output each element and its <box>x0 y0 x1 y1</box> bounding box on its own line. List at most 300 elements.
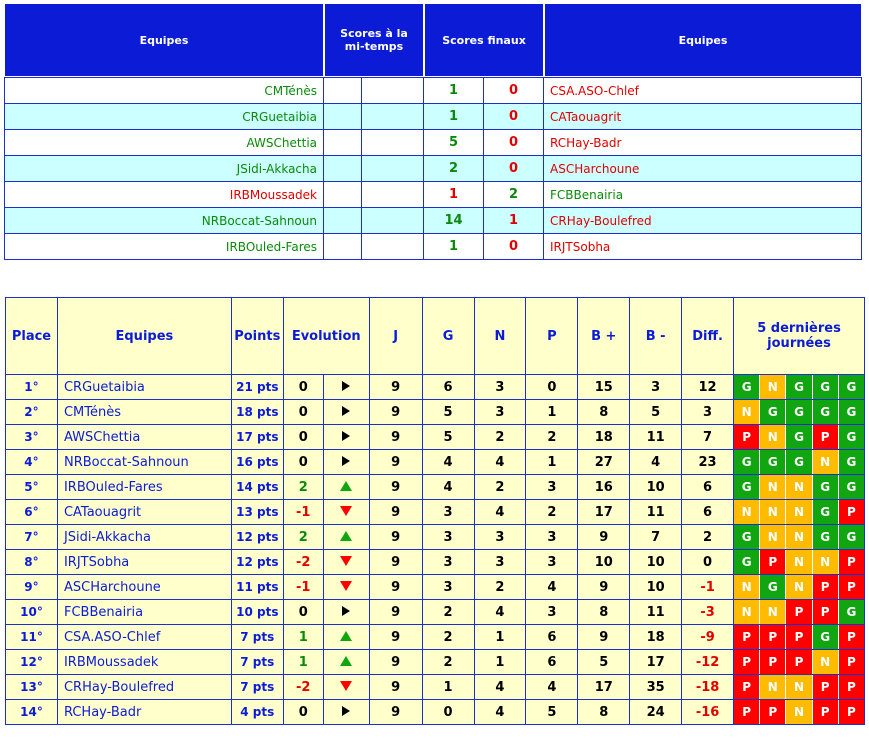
final-away-score: 1 <box>484 208 544 234</box>
goal-diff-cell: -3 <box>682 600 734 625</box>
played-cell: 9 <box>369 500 422 525</box>
place-cell: 13° <box>6 675 58 700</box>
evolution-value: 2 <box>283 475 323 500</box>
wins-cell: 4 <box>422 475 474 500</box>
form-badge: G <box>839 450 864 474</box>
last-five-form <box>734 450 865 475</box>
halftime-home-score <box>324 130 362 156</box>
form-badge: P <box>813 425 839 449</box>
home-team: AWSChettia <box>4 130 324 156</box>
losses-cell: 3 <box>526 525 578 550</box>
points-cell: 4 pts <box>231 700 283 725</box>
results-table <box>4 3 862 260</box>
goals-for-cell: 18 <box>578 425 630 450</box>
draws-cell: 4 <box>474 675 526 700</box>
evolution-value: 0 <box>283 375 323 400</box>
team-name: CATaouagrit <box>57 500 231 525</box>
final-away-score: 0 <box>484 104 544 130</box>
halftime-home-score <box>324 208 362 234</box>
form-badge: P <box>760 625 786 649</box>
form-badge: P <box>760 700 786 724</box>
losses-cell: 2 <box>526 425 578 450</box>
results-header-halftime: Scores à la mi-temps <box>324 3 424 77</box>
form-badge: G <box>734 475 760 499</box>
evolution-arrow-right-icon <box>323 400 369 425</box>
draws-cell: 3 <box>474 400 526 425</box>
goals-for-cell: 8 <box>578 400 630 425</box>
last-five-form <box>734 475 865 500</box>
last-five-form <box>734 375 865 400</box>
evolution-value: 0 <box>283 600 323 625</box>
last-five-form <box>734 575 865 600</box>
standings-row <box>6 425 865 450</box>
place-cell: 6° <box>6 500 58 525</box>
result-row <box>4 182 862 208</box>
wins-cell: 3 <box>422 500 474 525</box>
home-team: CRGuetaibia <box>4 104 324 130</box>
goal-diff-cell: -1 <box>682 575 734 600</box>
home-team: IRBMoussadek <box>4 182 324 208</box>
form-badge: P <box>813 700 839 724</box>
points-cell: 7 pts <box>231 675 283 700</box>
draws-cell: 2 <box>474 575 526 600</box>
home-team: CMTénès <box>4 77 324 104</box>
standings-row <box>6 625 865 650</box>
wins-cell: 3 <box>422 575 474 600</box>
header-place: Place <box>6 298 58 375</box>
goals-against-cell: 11 <box>630 425 682 450</box>
last-five-form <box>734 525 865 550</box>
final-away-score: 2 <box>484 182 544 208</box>
points-cell: 12 pts <box>231 550 283 575</box>
played-cell: 9 <box>369 625 422 650</box>
form-badge: G <box>813 625 839 649</box>
last-five-form <box>734 675 865 700</box>
last-five-form <box>734 625 865 650</box>
standings-row <box>6 525 865 550</box>
draws-cell: 3 <box>474 375 526 400</box>
final-away-score: 0 <box>484 77 544 104</box>
wins-cell: 2 <box>422 650 474 675</box>
form-badge: P <box>813 575 839 599</box>
played-cell: 9 <box>369 400 422 425</box>
losses-cell: 0 <box>526 375 578 400</box>
draws-cell: 2 <box>474 425 526 450</box>
draws-cell: 1 <box>474 625 526 650</box>
losses-cell: 1 <box>526 400 578 425</box>
played-cell: 9 <box>369 425 422 450</box>
form-badge: P <box>734 700 760 724</box>
form-badge: N <box>734 500 760 524</box>
final-home-score: 1 <box>424 234 484 260</box>
losses-cell: 2 <box>526 500 578 525</box>
goals-for-cell: 5 <box>578 650 630 675</box>
result-row <box>4 208 862 234</box>
form-badge: P <box>839 550 864 574</box>
away-team: FCBBenairia <box>544 182 862 208</box>
form-badge: G <box>760 400 786 424</box>
draws-cell: 4 <box>474 450 526 475</box>
form-badge: P <box>786 650 812 674</box>
goals-against-cell: 3 <box>630 375 682 400</box>
last-five-form <box>734 600 865 625</box>
goal-diff-cell: -18 <box>682 675 734 700</box>
form-badge: N <box>786 500 812 524</box>
halftime-home-score <box>324 234 362 260</box>
form-badge: G <box>734 550 760 574</box>
final-away-score: 0 <box>484 156 544 182</box>
played-cell: 9 <box>369 700 422 725</box>
form-badge: N <box>813 450 839 474</box>
form-badge: P <box>734 425 760 449</box>
form-badge: N <box>760 425 786 449</box>
wins-cell: 2 <box>422 600 474 625</box>
goals-against-cell: 18 <box>630 625 682 650</box>
form-badge: G <box>760 575 786 599</box>
results-header-away: Equipes <box>544 3 862 77</box>
place-cell: 8° <box>6 550 58 575</box>
form-badge: P <box>786 625 812 649</box>
goals-against-cell: 4 <box>630 450 682 475</box>
place-cell: 1° <box>6 375 58 400</box>
draws-cell: 3 <box>474 550 526 575</box>
played-cell: 9 <box>369 575 422 600</box>
away-team: CSA.ASO-Chlef <box>544 77 862 104</box>
wins-cell: 2 <box>422 625 474 650</box>
final-home-score: 5 <box>424 130 484 156</box>
standings-row <box>6 675 865 700</box>
place-cell: 10° <box>6 600 58 625</box>
form-badge: P <box>734 675 760 699</box>
team-name: IRJTSobha <box>57 550 231 575</box>
standings-table <box>5 297 865 725</box>
goals-against-cell: 11 <box>630 500 682 525</box>
form-badge: N <box>734 575 760 599</box>
final-home-score: 1 <box>424 104 484 130</box>
team-name: CRHay-Boulefred <box>57 675 231 700</box>
form-badge: N <box>786 675 812 699</box>
home-team: JSidi-Akkacha <box>4 156 324 182</box>
halftime-home-score <box>324 182 362 208</box>
goals-against-cell: 10 <box>630 550 682 575</box>
evolution-arrow-right-icon <box>323 425 369 450</box>
form-badge: G <box>839 400 864 424</box>
evolution-value: 1 <box>283 650 323 675</box>
result-row <box>4 77 862 104</box>
halftime-away-score <box>362 104 424 130</box>
header-g: G <box>422 298 474 375</box>
losses-cell: 6 <box>526 625 578 650</box>
away-team: IRJTSobha <box>544 234 862 260</box>
team-name: FCBBenairia <box>57 600 231 625</box>
halftime-away-score <box>362 156 424 182</box>
form-badge: P <box>839 500 864 524</box>
header-last5: 5 dernières journées <box>734 298 865 375</box>
team-name: RCHay-Badr <box>57 700 231 725</box>
draws-cell: 4 <box>474 500 526 525</box>
goals-against-cell: 11 <box>630 600 682 625</box>
place-cell: 11° <box>6 625 58 650</box>
draws-cell: 1 <box>474 650 526 675</box>
goal-diff-cell: 23 <box>682 450 734 475</box>
header-j: J <box>369 298 422 375</box>
final-away-score: 0 <box>484 234 544 260</box>
losses-cell: 3 <box>526 550 578 575</box>
place-cell: 12° <box>6 650 58 675</box>
form-badge: N <box>760 675 786 699</box>
form-badge: G <box>813 500 839 524</box>
goal-diff-cell: -16 <box>682 700 734 725</box>
losses-cell: 3 <box>526 600 578 625</box>
wins-cell: 5 <box>422 425 474 450</box>
standings-row <box>6 650 865 675</box>
result-row <box>4 130 862 156</box>
wins-cell: 0 <box>422 700 474 725</box>
final-home-score: 1 <box>424 77 484 104</box>
points-cell: 14 pts <box>231 475 283 500</box>
form-badge: N <box>760 475 786 499</box>
halftime-home-score <box>324 77 362 104</box>
form-badge: G <box>734 450 760 474</box>
evolution-arrow-right-icon <box>323 700 369 725</box>
evolution-arrow-right-icon <box>323 375 369 400</box>
standings-row <box>6 700 865 725</box>
wins-cell: 5 <box>422 400 474 425</box>
goals-against-cell: 7 <box>630 525 682 550</box>
form-badge: G <box>786 425 812 449</box>
result-row <box>4 156 862 182</box>
place-cell: 9° <box>6 575 58 600</box>
draws-cell: 4 <box>474 600 526 625</box>
goals-against-cell: 10 <box>630 475 682 500</box>
losses-cell: 1 <box>526 450 578 475</box>
losses-cell: 3 <box>526 475 578 500</box>
evolution-value: 2 <box>283 525 323 550</box>
points-cell: 7 pts <box>231 625 283 650</box>
goals-for-cell: 9 <box>578 575 630 600</box>
played-cell: 9 <box>369 525 422 550</box>
last-five-form <box>734 650 865 675</box>
evolution-arrow-down-icon <box>323 575 369 600</box>
evolution-arrow-right-icon <box>323 600 369 625</box>
evolution-value: -2 <box>283 550 323 575</box>
goals-for-cell: 10 <box>578 550 630 575</box>
place-cell: 7° <box>6 525 58 550</box>
results-header-final: Scores finaux <box>424 3 544 77</box>
place-cell: 3° <box>6 425 58 450</box>
team-name: IRBOuled-Fares <box>57 475 231 500</box>
place-cell: 5° <box>6 475 58 500</box>
halftime-home-score <box>324 156 362 182</box>
goals-for-cell: 9 <box>578 625 630 650</box>
team-name: IRBMoussadek <box>57 650 231 675</box>
form-badge: P <box>839 675 864 699</box>
form-badge: N <box>786 550 812 574</box>
final-home-score: 2 <box>424 156 484 182</box>
last-five-form <box>734 500 865 525</box>
results-body <box>4 77 862 260</box>
team-name: ASCHarchoune <box>57 575 231 600</box>
goals-against-cell: 17 <box>630 650 682 675</box>
form-badge: G <box>734 375 760 399</box>
form-badge: G <box>786 450 812 474</box>
form-badge: G <box>813 375 839 399</box>
place-cell: 4° <box>6 450 58 475</box>
evolution-arrow-right-icon <box>323 450 369 475</box>
form-badge: N <box>786 575 812 599</box>
header-n: N <box>474 298 526 375</box>
evolution-arrow-down-icon <box>323 675 369 700</box>
goal-diff-cell: 7 <box>682 425 734 450</box>
final-home-score: 1 <box>424 182 484 208</box>
points-cell: 10 pts <box>231 600 283 625</box>
goals-for-cell: 15 <box>578 375 630 400</box>
standings-row <box>6 500 865 525</box>
form-badge: P <box>839 625 864 649</box>
away-team: CATaouagrit <box>544 104 862 130</box>
form-badge: G <box>839 525 864 549</box>
form-badge: P <box>839 650 864 674</box>
goals-for-cell: 9 <box>578 525 630 550</box>
wins-cell: 4 <box>422 450 474 475</box>
losses-cell: 4 <box>526 575 578 600</box>
away-team: CRHay-Boulefred <box>544 208 862 234</box>
draws-cell: 2 <box>474 475 526 500</box>
points-cell: 7 pts <box>231 650 283 675</box>
played-cell: 9 <box>369 600 422 625</box>
form-badge: P <box>839 575 864 599</box>
played-cell: 9 <box>369 375 422 400</box>
evolution-value: 0 <box>283 450 323 475</box>
goals-for-cell: 27 <box>578 450 630 475</box>
wins-cell: 3 <box>422 525 474 550</box>
standings-row <box>6 575 865 600</box>
form-badge: G <box>839 425 864 449</box>
wins-cell: 6 <box>422 375 474 400</box>
last-five-form <box>734 400 865 425</box>
evolution-value: -2 <box>283 675 323 700</box>
evolution-arrow-up-icon <box>323 625 369 650</box>
evolution-arrow-down-icon <box>323 500 369 525</box>
goals-against-cell: 35 <box>630 675 682 700</box>
form-badge: P <box>760 550 786 574</box>
form-badge: P <box>760 650 786 674</box>
form-badge: P <box>813 675 839 699</box>
played-cell: 9 <box>369 475 422 500</box>
standings-header-row <box>6 298 865 375</box>
goal-diff-cell: 6 <box>682 475 734 500</box>
form-badge: P <box>839 700 864 724</box>
result-row <box>4 104 862 130</box>
goals-against-cell: 10 <box>630 575 682 600</box>
place-cell: 2° <box>6 400 58 425</box>
results-header-row <box>4 3 862 77</box>
points-cell: 21 pts <box>231 375 283 400</box>
standings-row <box>6 450 865 475</box>
draws-cell: 4 <box>474 700 526 725</box>
goals-for-cell: 17 <box>578 675 630 700</box>
header-points: Points <box>231 298 283 375</box>
evolution-arrow-up-icon <box>323 650 369 675</box>
form-badge: N <box>760 500 786 524</box>
halftime-home-score <box>324 104 362 130</box>
evolution-value: 0 <box>283 425 323 450</box>
halftime-away-score <box>362 77 424 104</box>
goal-diff-cell: 3 <box>682 400 734 425</box>
home-team: NRBoccat-Sahnoun <box>4 208 324 234</box>
goal-diff-cell: -9 <box>682 625 734 650</box>
form-badge: G <box>786 375 812 399</box>
form-badge: N <box>760 525 786 549</box>
form-badge: N <box>760 375 786 399</box>
header-bminus: B - <box>630 298 682 375</box>
home-team: IRBOuled-Fares <box>4 234 324 260</box>
team-name: AWSChettia <box>57 425 231 450</box>
evolution-arrow-up-icon <box>323 525 369 550</box>
form-badge: N <box>760 600 786 624</box>
goal-diff-cell: -12 <box>682 650 734 675</box>
goal-diff-cell: 2 <box>682 525 734 550</box>
last-five-form <box>734 425 865 450</box>
evolution-value: 0 <box>283 400 323 425</box>
form-badge: G <box>813 475 839 499</box>
header-evolution: Evolution <box>283 298 369 375</box>
standings-row <box>6 400 865 425</box>
standings-row <box>6 600 865 625</box>
team-name: JSidi-Akkacha <box>57 525 231 550</box>
points-cell: 13 pts <box>231 500 283 525</box>
losses-cell: 5 <box>526 700 578 725</box>
points-cell: 17 pts <box>231 425 283 450</box>
losses-cell: 6 <box>526 650 578 675</box>
form-badge: P <box>813 600 839 624</box>
form-badge: N <box>786 700 812 724</box>
points-cell: 12 pts <box>231 525 283 550</box>
team-name: CSA.ASO-Chlef <box>57 625 231 650</box>
final-away-score: 0 <box>484 130 544 156</box>
halftime-away-score <box>362 208 424 234</box>
standings-body <box>6 375 865 725</box>
evolution-value: -1 <box>283 500 323 525</box>
form-badge: N <box>813 650 839 674</box>
goals-for-cell: 16 <box>578 475 630 500</box>
halftime-away-score <box>362 234 424 260</box>
team-name: CMTénès <box>57 400 231 425</box>
points-cell: 16 pts <box>231 450 283 475</box>
header-team: Equipes <box>57 298 231 375</box>
form-badge: N <box>734 600 760 624</box>
goal-diff-cell: 0 <box>682 550 734 575</box>
results-header-home: Equipes <box>4 3 324 77</box>
goals-against-cell: 5 <box>630 400 682 425</box>
form-badge: N <box>813 550 839 574</box>
last-five-form <box>734 550 865 575</box>
form-badge: G <box>813 400 839 424</box>
result-row <box>4 234 862 260</box>
form-badge: G <box>786 400 812 424</box>
team-name: CRGuetaibia <box>57 375 231 400</box>
form-badge: G <box>839 600 864 624</box>
standings-row <box>6 475 865 500</box>
points-cell: 18 pts <box>231 400 283 425</box>
halftime-away-score <box>362 182 424 208</box>
place-cell: 14° <box>6 700 58 725</box>
form-badge: G <box>839 375 864 399</box>
goals-for-cell: 17 <box>578 500 630 525</box>
evolution-arrow-down-icon <box>323 550 369 575</box>
form-badge: N <box>786 475 812 499</box>
team-name: NRBoccat-Sahnoun <box>57 450 231 475</box>
